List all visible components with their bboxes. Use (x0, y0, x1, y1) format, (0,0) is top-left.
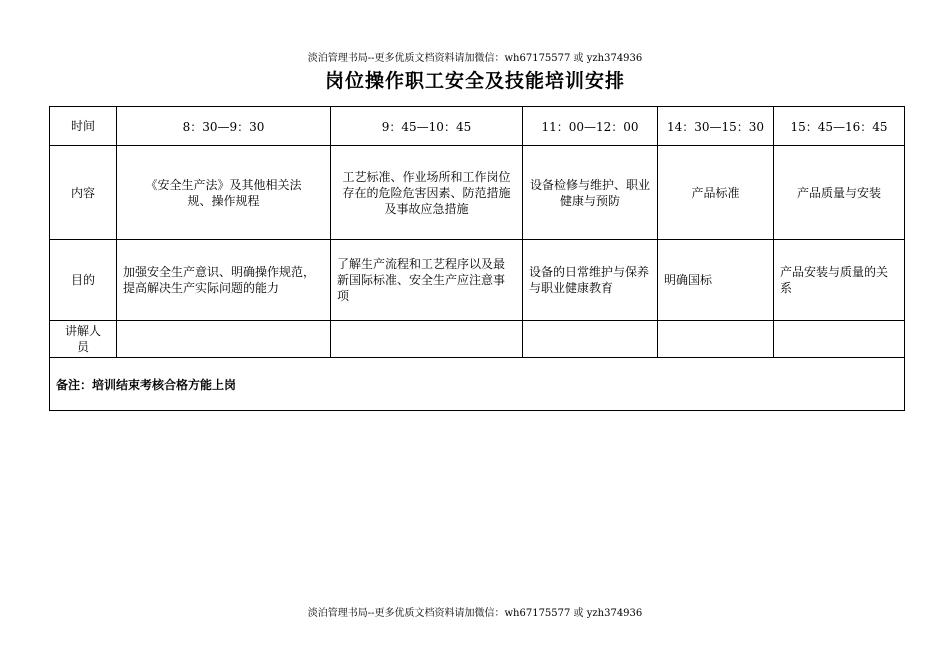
purpose-cell-2: 了解生产流程和工艺程序以及最新国际标准、安全生产应注意事项 (331, 240, 523, 321)
purpose-row (50, 240, 905, 321)
purpose-label: 目的 (50, 240, 117, 321)
lecturer-label: 讲解人员 (50, 321, 117, 358)
content-cell-4: 产品标准 (658, 146, 774, 240)
note-row (50, 358, 905, 411)
document-title: 岗位操作职工安全及技能培训安排 (324, 70, 625, 92)
header-watermark-note: 淡泊管理书局--更多优质文档资料请加微信：wh67175577 或 yzh374936 (307, 53, 643, 64)
content-row (50, 146, 905, 240)
time-slot-2: 9：45—10：45 (331, 107, 523, 146)
purpose-cell-5: 产品安装与质量的关系 (774, 240, 905, 321)
lecturer-cell-3 (523, 321, 658, 358)
lecturer-cell-1 (117, 321, 331, 358)
footer-watermark-note: 淡泊管理书局--更多优质文档资料请加微信：wh67175577 或 yzh374936 (307, 608, 643, 619)
content-cell-1: 《安全生产法》及其他相关法规、操作规程 (117, 146, 331, 240)
time-slot-3: 11：00—12：00 (523, 107, 658, 146)
time-slot-4: 14：30—15：30 (658, 107, 774, 146)
time-slot-5: 15：45—16：45 (774, 107, 905, 146)
purpose-cell-4: 明确国标 (658, 240, 774, 321)
lecturer-cell-4 (658, 321, 774, 358)
training-schedule-table (49, 106, 905, 411)
time-slot-1: 8：30—9：30 (117, 107, 331, 146)
lecturer-cell-5 (774, 321, 905, 358)
content-cell-3: 设备检修与维护、职业健康与预防 (523, 146, 658, 240)
content-cell-5: 产品质量与安装 (774, 146, 905, 240)
time-label: 时间 (50, 107, 117, 146)
time-row (50, 107, 905, 146)
purpose-cell-1: 加强安全生产意识、明确操作规范，提高解决生产实际问题的能力 (117, 240, 331, 321)
content-label: 内容 (50, 146, 117, 240)
lecturer-cell-2 (331, 321, 523, 358)
content-cell-2: 工艺标准、作业场所和工作岗位存在的危险危害因素、防范措施及事故应急措施 (331, 146, 523, 240)
remark-note: 备注：培训结束考核合格方能上岗 (50, 358, 905, 411)
purpose-cell-3: 设备的日常维护与保养与职业健康教育 (523, 240, 658, 321)
lecturer-row (50, 321, 905, 358)
